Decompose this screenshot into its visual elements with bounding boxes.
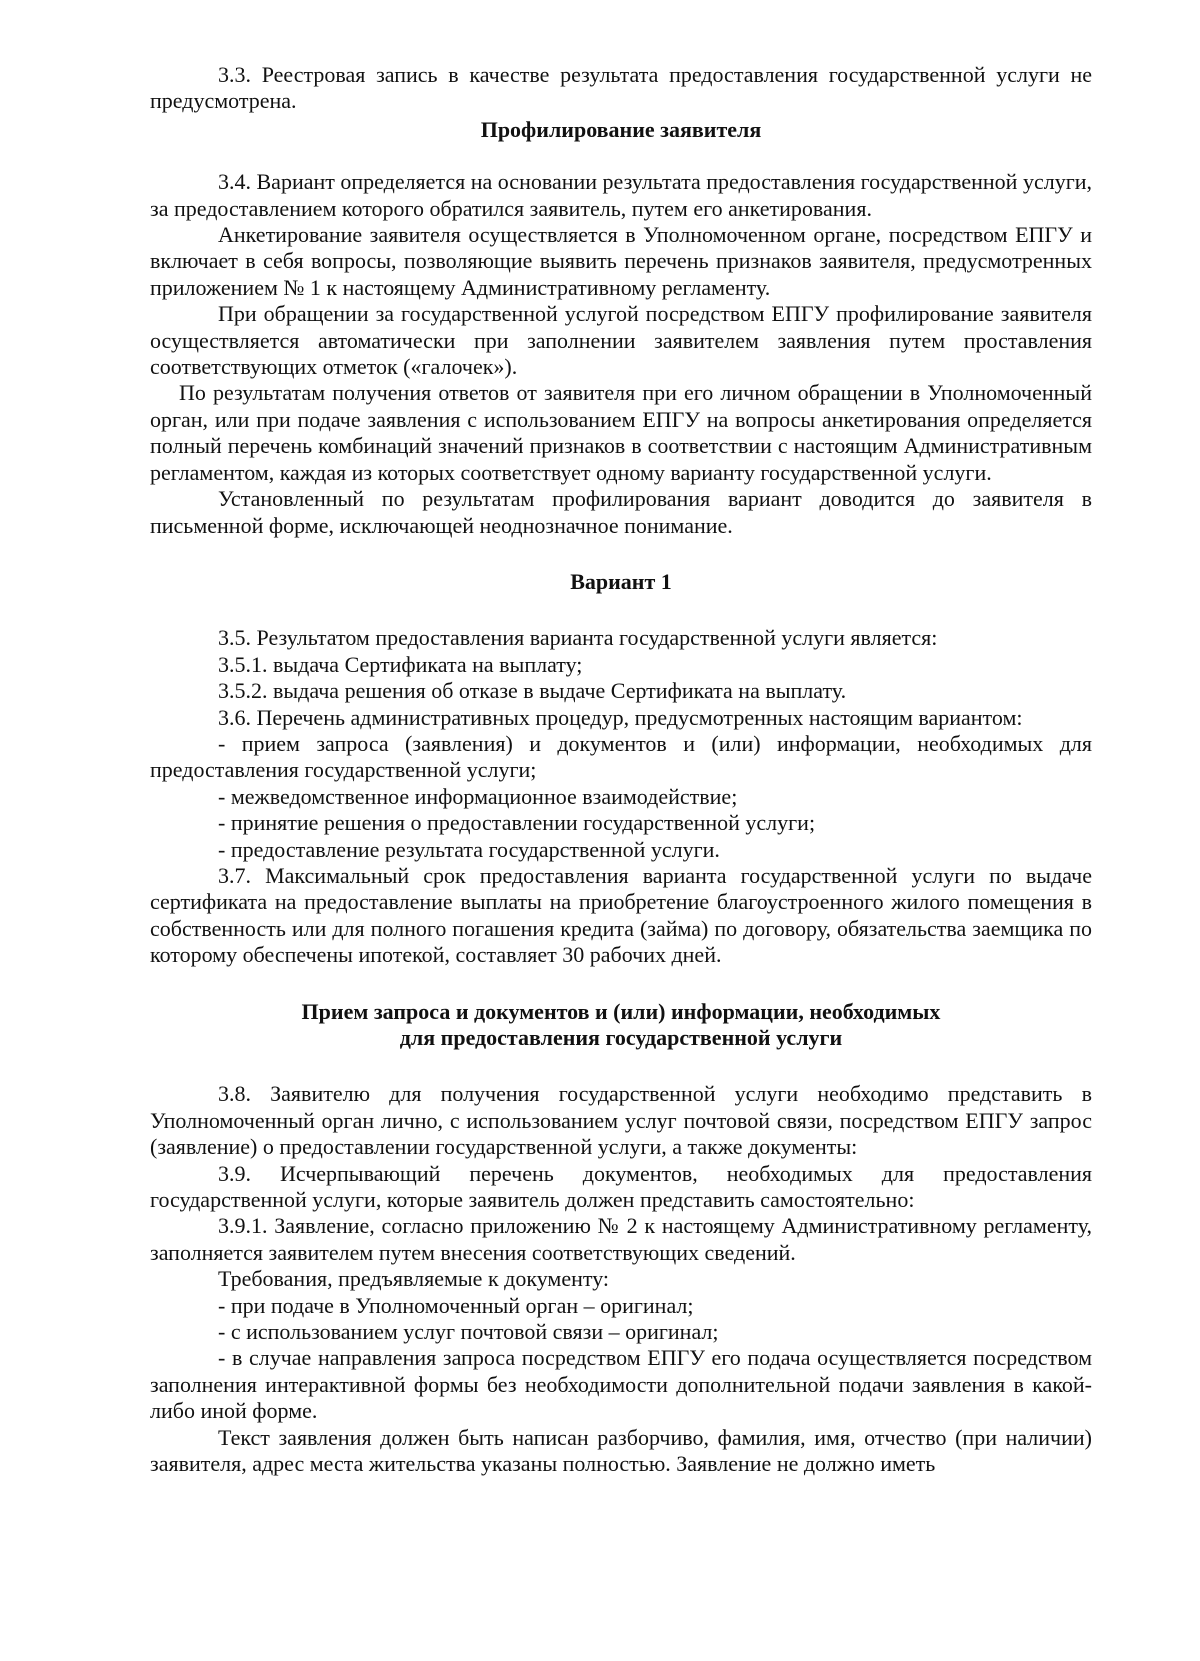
heading-profiling: Профилирование заявителя <box>480 116 762 142</box>
paragraph-3-4: 3.4. Вариант определяется на основании результата предоставления государственной услуги, за предоставлением которого обратился заявитель, путем его анкетирования. <box>150 169 1092 221</box>
heading-variant-1: Вариант 1 <box>570 568 672 594</box>
list-item-req-post: - с использованием услуг почтовой связи – оригинал; <box>218 1319 719 1345</box>
heading-intake-line-1: Прием запроса и документов и (или) информации, необходимых <box>301 998 941 1024</box>
paragraph-3-5-2: 3.5.2. выдача решения об отказе в выдаче Сертификата на выплату. <box>218 678 847 704</box>
document-body <box>150 62 1092 1478</box>
paragraph-3-5-1: 3.5.1. выдача Сертификата на выплату; <box>218 651 583 677</box>
paragraph-survey: Анкетирование заявителя осуществляется в Уполномоченном органе, посредством ЕПГУ и включает в себя вопросы, позволяющие выявить перечень признаков заявителя, предусмотренных приложением № 1 к настоящему Административному регламенту. <box>150 222 1092 300</box>
paragraph-3-8: 3.8. Заявителю для получения государственной услуги необходимо представить в Уполномоченный орган лично, с использованием услуг почтовой связи, посредством ЕПГУ запрос (заявление) о предоставлении государственной услуги, а также документы: <box>150 1081 1092 1160</box>
paragraph-variant-delivered: Установленный по результатам профилирования вариант доводится до заявителя в письменной форме, исключающей неоднозначное понимание. <box>150 486 1092 538</box>
list-item-intake: - прием запроса (заявления) и документов и (или) информации, необходимых для предоставления государственной услуги; <box>150 730 1092 783</box>
list-item-req-epgu: - в случае направления запроса посредством ЕПГУ его подача осуществляется посредством заполнения интерактивной формы без необходимости дополнительной подачи заявления в какой-либо иной форме. <box>150 1345 1092 1424</box>
list-item-req-original: - при подаче в Уполномоченный орган – оригинал; <box>218 1292 694 1318</box>
paragraph-3-9: 3.9. Исчерпывающий перечень документов, необходимых для предоставления государственной услуги, которые заявитель должен представить самостоятельно: <box>150 1160 1092 1213</box>
paragraph-epgu-auto: При обращении за государственной услугой посредством ЕПГУ профилирование заявителя осуществляется автоматически при заполнении заявителем заявления путем проставления соответствующих отметок («галочек»). <box>150 301 1092 380</box>
list-item-result: - предоставление результата государственной услуги. <box>218 836 720 862</box>
list-item-decision: - принятие решения о предоставлении государственной услуги; <box>218 810 816 836</box>
list-item-interagency: - межведомственное информационное взаимодействие; <box>218 783 738 809</box>
paragraph-3-9-1: 3.9.1. Заявление, согласно приложению № 2 к настоящему Административному регламенту, заполняется заявителем путем внесения соответствующих сведений. <box>150 1213 1092 1265</box>
paragraph-results: По результатам получения ответов от заявителя при его личном обращении в Уполномоченный орган, или при подаче заявления с использованием ЕПГУ на вопросы анкетирования определяется полный перечень комбинаций значений признаков в соответствии с настоящим Административным регламентом, каждая из которых соответствует одному варианту государственной услуги. <box>150 380 1092 485</box>
paragraph-3-3: 3.3. Реестровая запись в качестве результата предоставления государственной услуги не предусмотрена. <box>150 62 1092 114</box>
paragraph-requirements: Требования, предъявляемые к документу: <box>218 1266 610 1292</box>
heading-intake-line-2: для предоставления государственной услуги <box>399 1025 843 1050</box>
paragraph-3-5: 3.5. Результатом предоставления варианта государственной услуги является: <box>218 625 938 651</box>
paragraph-3-6: 3.6. Перечень административных процедур, предусмотренных настоящим вариантом: <box>218 704 1023 730</box>
paragraph-3-7: 3.7. Максимальный срок предоставления варианта государственной услуги по выдаче сертификата на предоставление выплаты на приобретение благоустроенного жилого помещения в собственность или для полного погашения кредита (займа) по договору, обязательства заемщика по которому обеспечены ипотекой, составляет 30 рабочих дней. <box>150 862 1092 968</box>
paragraph-text-requirements: Текст заявления должен быть написан разборчиво, фамилия, имя, отчество (при наличии) заявителя, адрес места жительства указаны полностью. Заявление не должно иметь <box>150 1424 1092 1477</box>
